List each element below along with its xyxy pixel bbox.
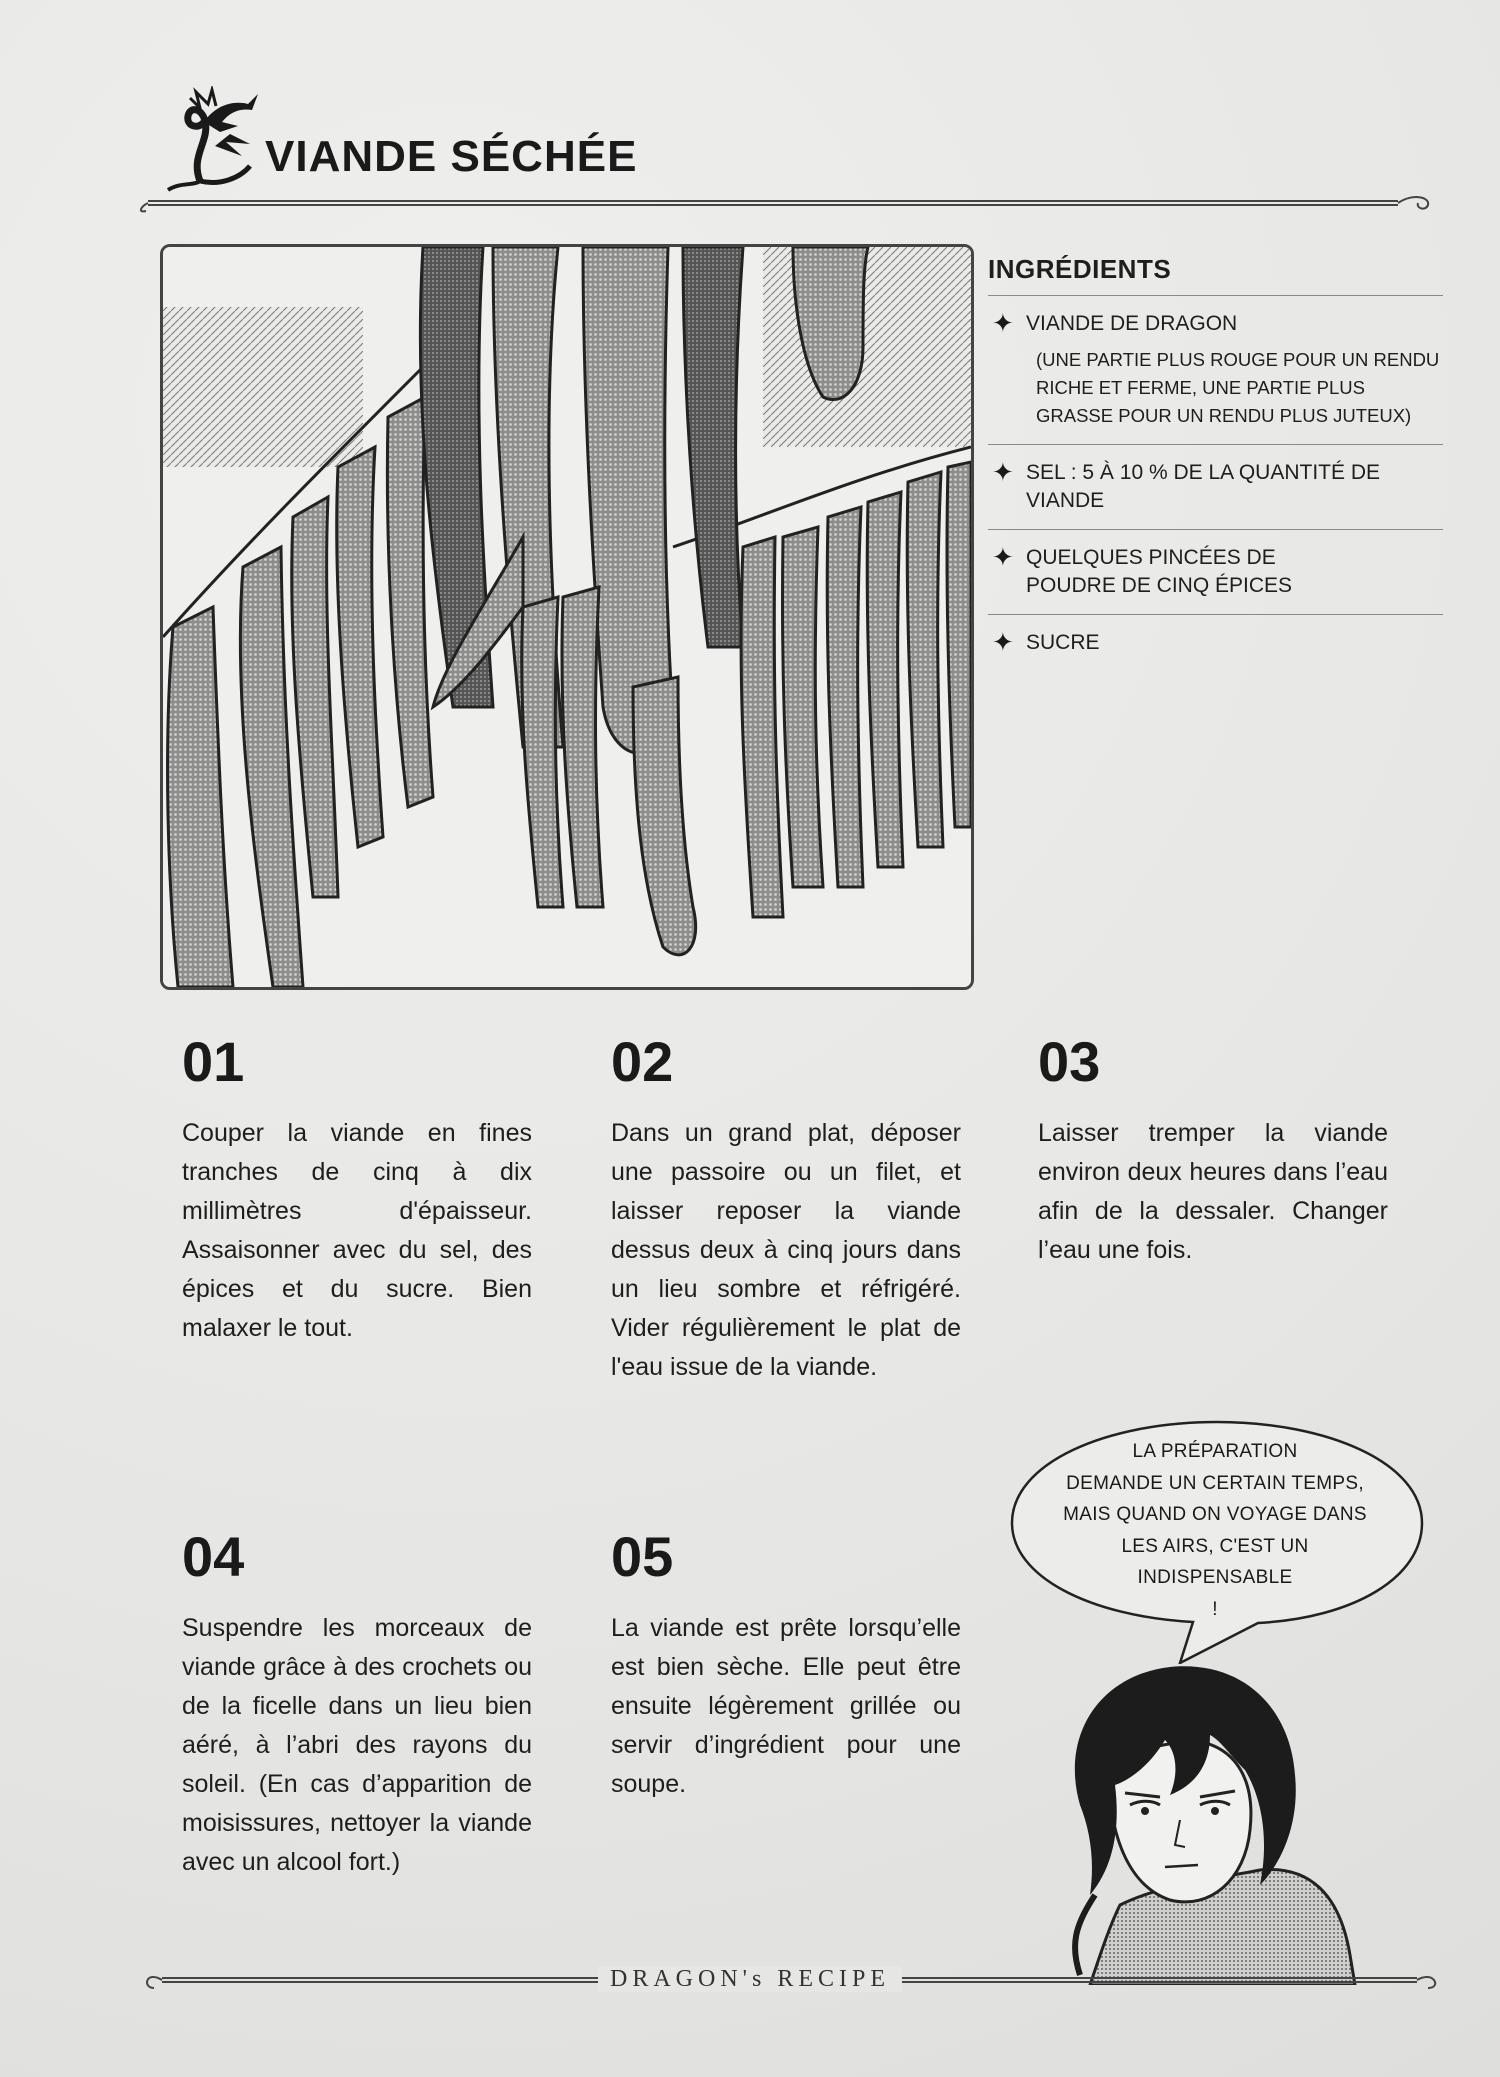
- step-number: 02: [611, 1030, 674, 1093]
- step-2: [611, 1030, 961, 1387]
- step-number: 03: [1038, 1030, 1101, 1093]
- page-header: [130, 80, 1440, 210]
- step-3: [1038, 1030, 1388, 1270]
- drying-meat-drawing: [163, 247, 971, 987]
- step-number: 05: [611, 1525, 674, 1588]
- speech-line: !: [1212, 1598, 1218, 1620]
- ingredients-title: INGRÉDIENTS: [988, 254, 1443, 296]
- ingredient-note: (UNE PARTIE PLUS ROUGE POUR UN RENDU RICHE ET FERME, UNE PARTIE PLUS GRASSE POUR UN RENDU PLUS JUTEUX): [1036, 349, 1440, 426]
- ingredient-label: SUCRE: [1026, 631, 1100, 654]
- footer-label-text: DRAGON's RECIPE: [598, 1966, 902, 1992]
- dragon-initial-logo: [160, 86, 270, 196]
- ingredient-item: [988, 296, 1443, 445]
- step-4: [182, 1525, 532, 1882]
- ingredient-label: SEL : 5 À 10 % DE LA QUANTITÉ DE VIANDE: [1026, 461, 1381, 512]
- step-text: Couper la viande en fines tranches de cinq à dix millimètres d'épaisseur. Assaisonner avec du sel, des épices et du sucre. Bien malaxer le tout.: [182, 1119, 532, 1342]
- step-text: Suspendre les morceaux de viande grâce à des crochets ou de la ficelle dans un lieu bien aéré, à l’abri des rayons du soleil. (En cas d’apparition de moisissures, nettoyer la viande avec un alcool fort.): [182, 1614, 532, 1876]
- ingredient-label: VIANDE DE DRAGON: [1026, 312, 1238, 335]
- page-title: VIANDE SÉCHÉE: [265, 132, 638, 181]
- character-portrait: [1020, 1655, 1360, 1985]
- four-point-star-icon: ✦: [992, 457, 1014, 487]
- step-text: La viande est prête lorsqu’elle est bien sèche. Elle peut être ensuite légèrement grillée ou servir d’ingrédient pour une soupe.: [611, 1614, 961, 1798]
- four-point-star-icon: ✦: [992, 308, 1014, 338]
- step-number: 04: [182, 1525, 245, 1588]
- step-number: 01: [182, 1030, 245, 1093]
- speech-line: LA PRÉPARATION: [1132, 1441, 1298, 1462]
- step-text: Laisser tremper la viande environ deux heures dans l’eau afin de la dessaler. Changer l’eau une fois.: [1038, 1119, 1388, 1264]
- ingredient-label: QUELQUES PINCÉES DE POUDRE DE CINQ ÉPICES: [1026, 546, 1293, 597]
- ingredient-item: [988, 445, 1443, 530]
- footer-label: [0, 1966, 1500, 1993]
- four-point-star-icon: ✦: [992, 627, 1014, 657]
- ingredients-panel: [988, 254, 1443, 671]
- step-1: [182, 1030, 532, 1348]
- speech-line: MAIS QUAND ON VOYAGE DANS: [1063, 1504, 1367, 1525]
- ingredient-item: [988, 615, 1443, 671]
- speech-line: INDISPENSABLE: [1137, 1567, 1293, 1588]
- four-point-star-icon: ✦: [992, 542, 1014, 572]
- step-text: Dans un grand plat, déposer une passoire ou un filet, et laisser reposer la viande dessus deux à cinq jours dans un lieu sombre et réfrigéré. Vider régulièrement le plat de l'eau issue de la viande.: [611, 1119, 961, 1381]
- speech-line: LES AIRS, C'EST UN: [1121, 1535, 1309, 1557]
- speech-bubble-text: [1060, 1436, 1370, 1625]
- header-ornament-rule: [138, 193, 1436, 213]
- step-5: [611, 1525, 961, 1804]
- recipe-illustration: [160, 244, 974, 990]
- speech-line: DEMANDE UN CERTAIN TEMPS,: [1066, 1472, 1364, 1494]
- ingredient-item: [988, 530, 1443, 615]
